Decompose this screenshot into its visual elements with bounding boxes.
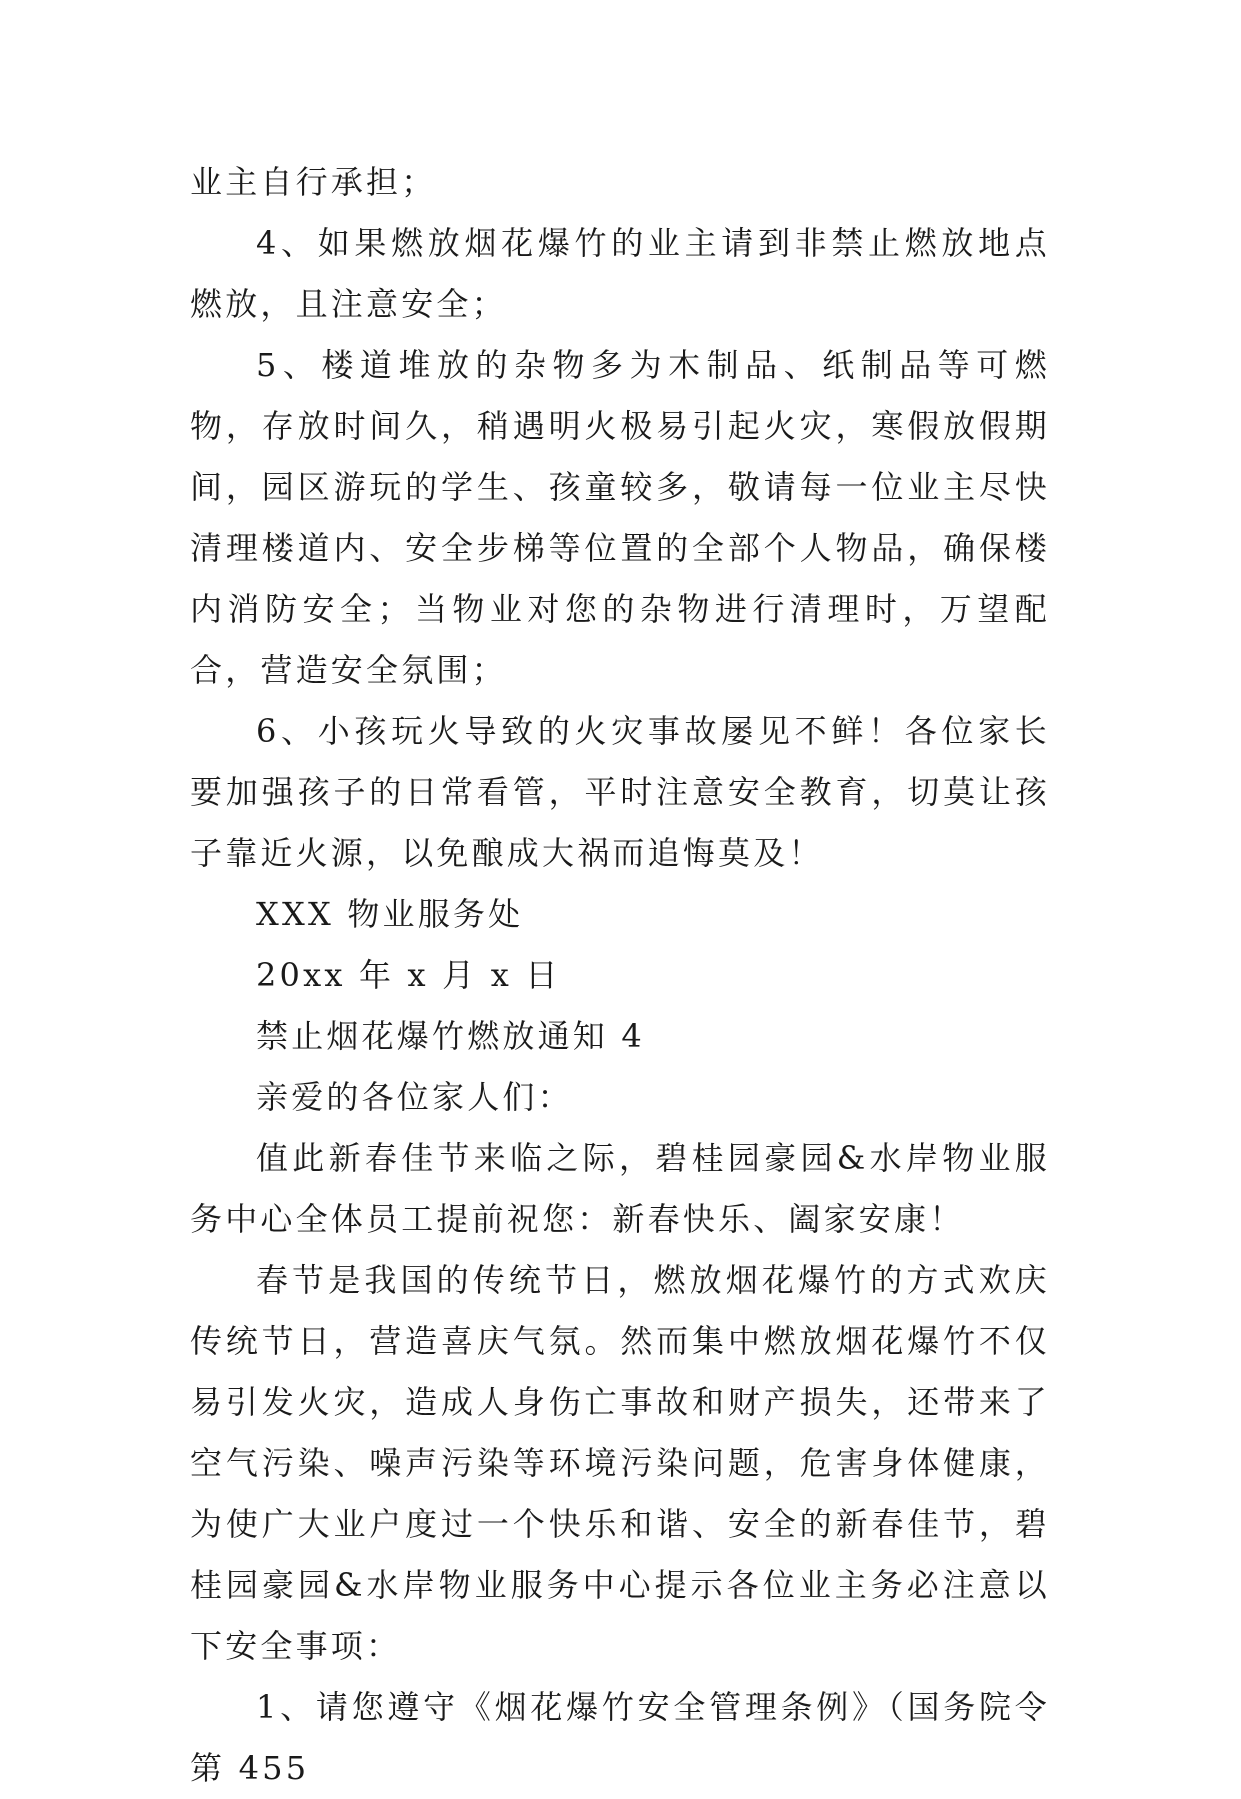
paragraph-continuation: 业主自行承担；	[190, 163, 437, 201]
signature-date: 20xx 年 x 月 x 日	[256, 956, 561, 994]
paragraph-item-5: 5、楼道堆放的杂物多为木制品、纸制品等可燃物，存放时间久，稍遇明火极易引起火灾，寒假放假期间，园区游玩的学生、孩童较多，敬请每一位业主尽快清理楼道内、安全步梯等位置的全部个人物品，确保楼内消防安全；当物业对您的杂物进行清理时，万望配合，营造安全氛围；	[190, 346, 1050, 689]
paragraph-item-4: 4、如果燃放烟花爆竹的业主请到非禁止燃放地点燃放，且注意安全；	[190, 224, 1050, 323]
document-page	[190, 152, 1050, 1799]
paragraph-item-6: 6、小孩玩火导致的火灾事故屡见不鲜！各位家长要加强孩子的日常看管，平时注意安全教育，切莫让孩子靠近火源，以免酿成大祸而追悔莫及！	[190, 712, 1050, 872]
salutation: 亲爱的各位家人们：	[256, 1078, 573, 1116]
paragraph-greeting: 值此新春佳节来临之际，碧桂园豪园&水岸物业服务中心全体员工提前祝您：新春快乐、阖家安康！	[190, 1139, 1050, 1238]
notice-title: 禁止烟花爆竹燃放通知 4	[256, 1017, 645, 1055]
signature-organization: XXX 物业服务处	[256, 895, 524, 933]
paragraph-intro: 春节是我国的传统节日，燃放烟花爆竹的方式欢庆传统节日，营造喜庆气氛。然而集中燃放烟花爆竹不仅易引发火灾，造成人身伤亡事故和财产损失，还带来了空气污染、噪声污染等环境污染问题，危害身体健康，为使广大业户度过一个快乐和谐、安全的新春佳节，碧桂园豪园&水岸物业服务中心提示各位业主务必注意以下安全事项：	[190, 1261, 1050, 1665]
paragraph-rule-1: 1、请您遵守《烟花爆竹安全管理条例》（国务院令第 455	[190, 1688, 1050, 1787]
